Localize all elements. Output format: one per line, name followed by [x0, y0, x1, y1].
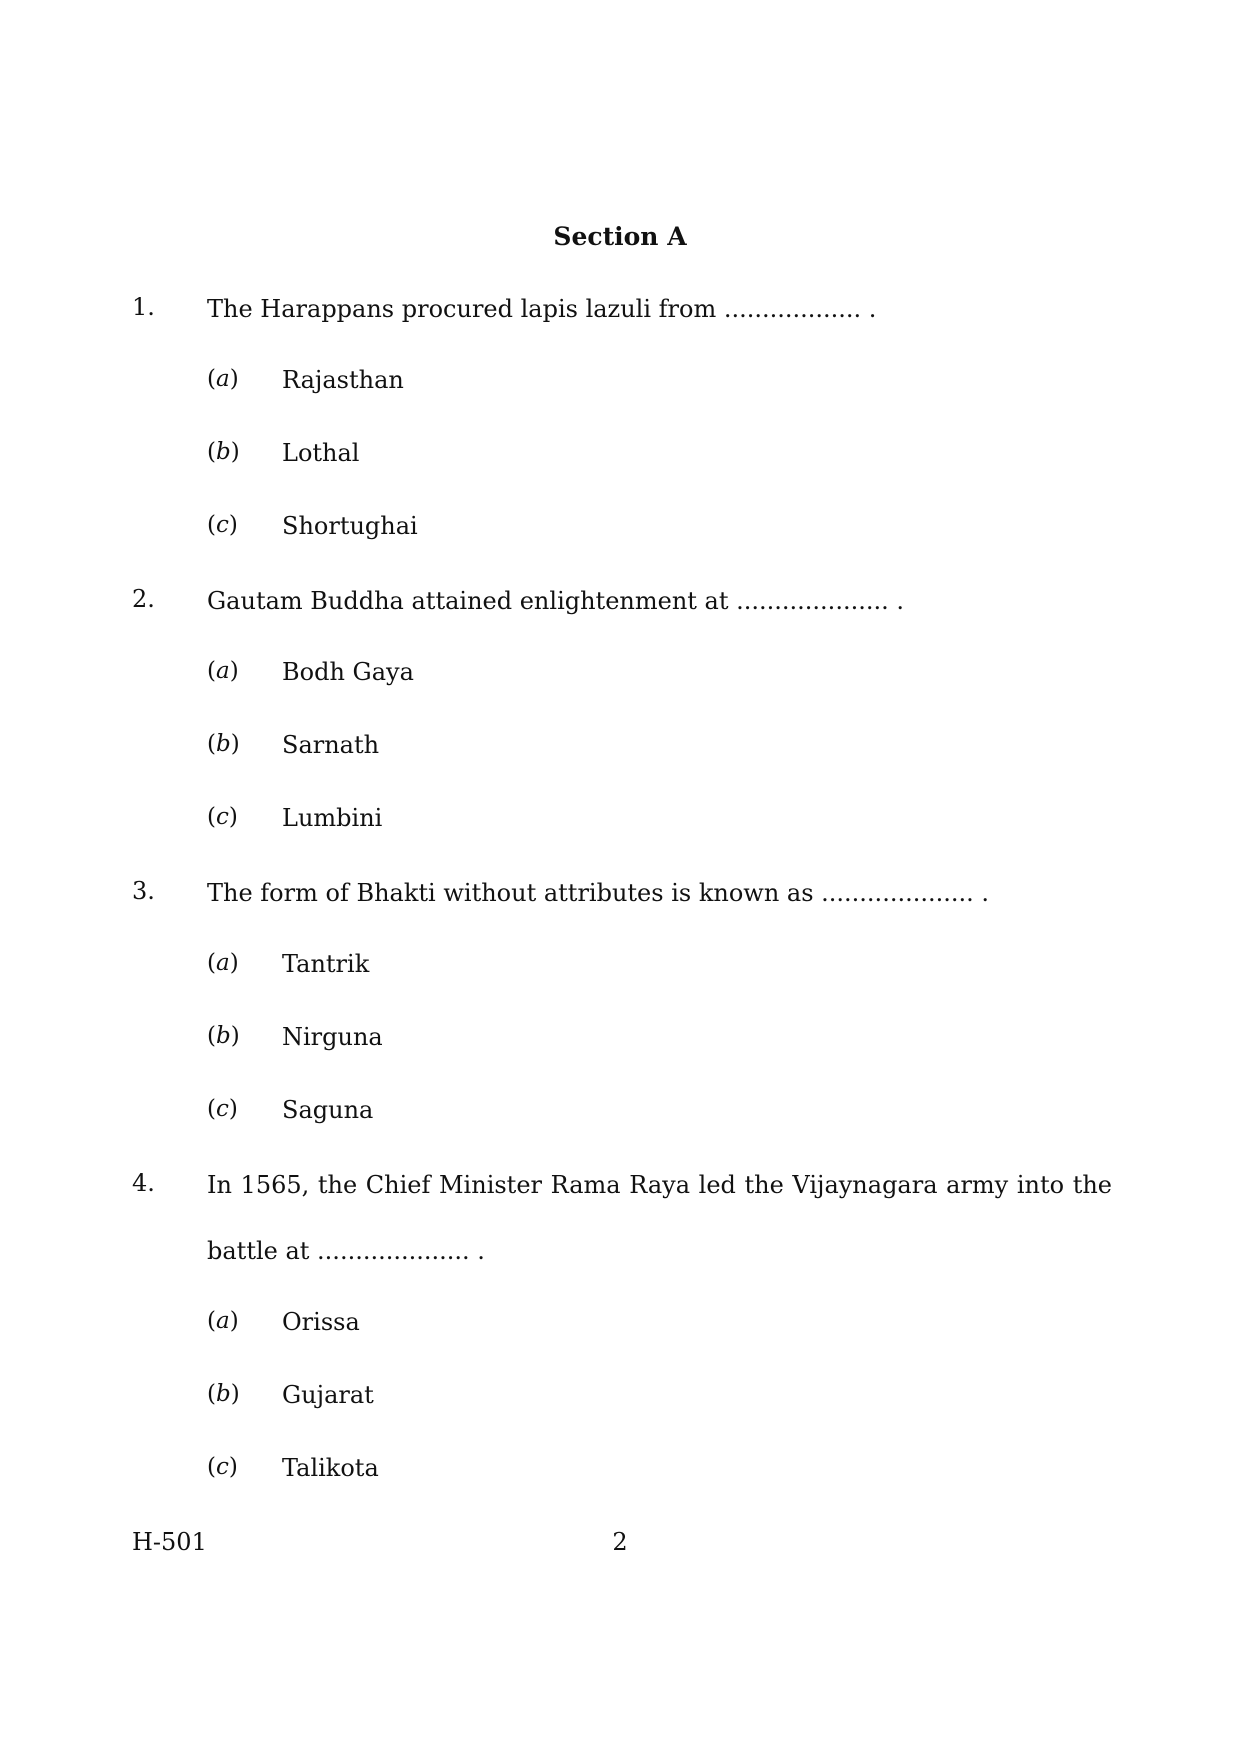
section-title: Section A: [553, 222, 687, 251]
question-3-option-c-label: (c): [207, 1096, 238, 1122]
question-1-text: The Harappans procured lapis lazuli from .................. .: [207, 295, 877, 323]
question-4-option-c: Talikota: [282, 1454, 379, 1482]
question-3-text: The form of Bhakti without attributes is known as .................... .: [207, 879, 989, 907]
question-1-option-b: Lothal: [282, 439, 360, 467]
question-2-text: Gautam Buddha attained enlightenment at .................... .: [207, 587, 904, 615]
question-3-option-a-label: (a): [207, 950, 239, 976]
question-1-option-b-label: (b): [207, 439, 240, 465]
question-3-option-b-label: (b): [207, 1023, 240, 1049]
question-1-option-a: Rajasthan: [282, 366, 404, 394]
question-3-option-a: Tantrik: [282, 950, 370, 978]
question-3-option-b: Nirguna: [282, 1023, 383, 1051]
question-4-text: In 1565, the Chief Minister Rama Raya led the Vijaynagara army into the battle at .................... .: [207, 1171, 1112, 1265]
page-number: 2: [612, 1528, 628, 1556]
question-2-number: 2.: [132, 585, 155, 613]
question-3-number: 3.: [132, 877, 155, 905]
question-2-option-a: Bodh Gaya: [282, 658, 414, 686]
question-4-option-b-label: (b): [207, 1381, 240, 1407]
question-3-option-c: Saguna: [282, 1096, 374, 1124]
question-2-option-a-label: (a): [207, 658, 239, 684]
question-2-option-c-label: (c): [207, 804, 238, 830]
question-4-option-a-label: (a): [207, 1308, 239, 1334]
question-1-number: 1.: [132, 293, 155, 321]
question-4-option-b: Gujarat: [282, 1381, 374, 1409]
paper-code: H-501: [132, 1528, 207, 1556]
question-4-option-a: Orissa: [282, 1308, 360, 1336]
question-2-option-b: Sarnath: [282, 731, 380, 759]
question-4-number: 4.: [132, 1169, 155, 1197]
question-4-option-c-label: (c): [207, 1454, 238, 1480]
question-1-option-c: Shortughai: [282, 512, 418, 540]
question-1-option-c-label: (c): [207, 512, 238, 538]
question-1-option-a-label: (a): [207, 366, 239, 392]
question-2-option-c: Lumbini: [282, 804, 383, 832]
question-2-option-b-label: (b): [207, 731, 240, 757]
